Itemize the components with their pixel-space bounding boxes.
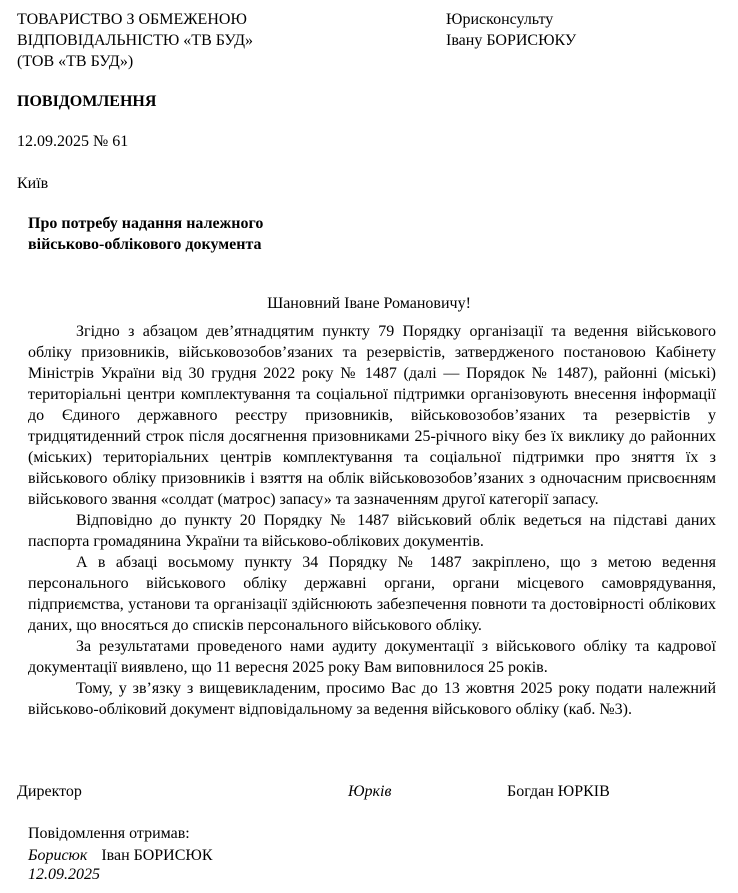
body-paragraph: А в абзаці восьмому пункту 34 Порядку № 1487 закріплено, що з метою ведення персонального військового обліку державні органи, органи місцевого самоврядування, підприємства, установи та організації здійснюють забезпечення повноти та достовірності облікових даних, що вносяться до списків персонального військового обліку. <box>28 554 716 634</box>
organization-line: ТОВАРИСТВО З ОБМЕЖЕНОЮ <box>17 11 247 28</box>
addressee-position: Юрисконсульту <box>446 11 554 28</box>
document-city: Київ <box>17 175 49 192</box>
document-body <box>28 321 716 720</box>
addressee-block <box>446 9 726 51</box>
body-paragraph: За результатами проведеного нами аудиту документації з військового обліку та кадрової документації виявлено, що 11 вересня 2025 року Вам виповнилося 25 років. <box>28 638 716 676</box>
subject-line: військово-облікового документа <box>28 236 262 253</box>
acknowledgement-date: 12.09.2025 <box>28 866 100 883</box>
document-title: ПОВІДОМЛЕННЯ <box>17 93 157 110</box>
organization-block <box>17 9 347 72</box>
recipient-signature: Борисюк <box>28 847 88 864</box>
signer-name: Богдан ЮРКІВ <box>507 783 610 800</box>
greeting: Шановний Іване Романовичу! <box>267 295 471 312</box>
acknowledgement-label: Повідомлення отримав: <box>28 825 190 842</box>
signer-position: Директор <box>17 783 82 800</box>
director-signature: Юрків <box>348 783 392 800</box>
organization-line: ВІДПОВІДАЛЬНІСТЮ «ТВ БУД» <box>17 32 253 49</box>
body-paragraph: Згідно з абзацом дев’ятнадцятим пункту 79 Порядку організації та ведення військового обліку призовників, військовозобов’язаних та резервістів, затвердженого постановою Кабінету Міністрів України від 30 грудня 2022 року № 1487 (далі — Порядок № 1487), районні (міські) територіальні центри комплектування та соціальної підтримки організовують внесення інформації до Єдиного державного реєстру призовників, військовозобов’язаних та резервістів у тридцятиденний строк після досягнення призовниками 25-річного віку без їх виклику до районних (міських) територіальних центрів комплектування та соціальної підтримки про зняття їх з військового обліку призовників і взяття на облік військовозобов’язаних з одночасним присвоєнням військового звання «солдат (матрос) запасу» та зазначенням другої категорії запасу. <box>28 323 716 508</box>
document-date-number: 12.09.2025 № 61 <box>17 133 129 150</box>
document-subject <box>28 213 358 255</box>
addressee-name: Івану БОРИСЮКУ <box>446 32 577 49</box>
recipient-name: Іван БОРИСЮК <box>101 847 213 864</box>
body-paragraph: Відповідно до пункту 20 Порядку № 1487 військовий облік ведеться на підставі даних паспорта громадянина України та військово-облікових документів. <box>28 512 716 550</box>
organization-short-name: (ТОВ «ТВ БУД») <box>17 53 134 70</box>
body-paragraph: Тому, у зв’язку з вищевикладеним, просимо Вас до 13 жовтня 2025 року подати належний військово-обліковий документ відповідальному за ведення військового обліку (каб. №3). <box>28 680 716 718</box>
subject-line: Про потребу надання належного <box>28 215 264 232</box>
acknowledgement-line <box>28 845 213 866</box>
